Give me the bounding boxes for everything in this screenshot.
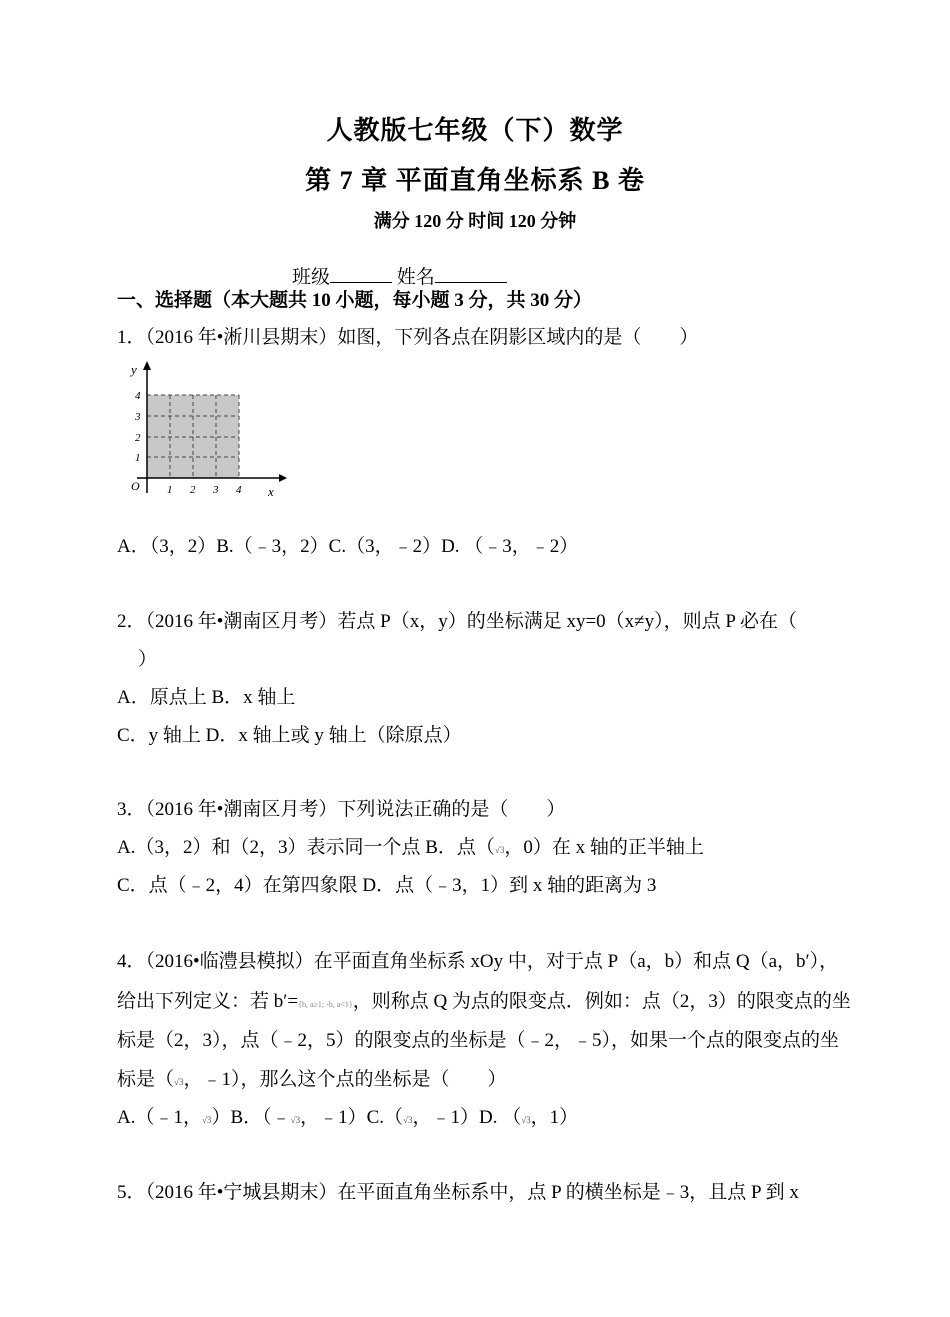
name-blank [435,262,507,283]
q4-line-1: 4．（2016•临澧县模拟）在平面直角坐标系 xOy 中，对于点 P（a，b）和点 Q（a，b′）， [117,951,839,972]
y-tick-3: 3 [135,411,141,423]
q3-options-1: A.（3，2）和（2，3）表示同一个点 B．点（√3，0）在 x 轴的正半轴上 [117,837,704,858]
q2-stem-cont: ） [138,649,158,670]
x-axis-label: x [268,484,274,499]
q2-stem: 2．（2016 年•潮南区月考）若点 P（x，y）的坐标满足 xy=0（x≠y），则点 P 必在（ [117,611,797,632]
q5-stem: 5．（2016 年•宁城县期末）在平面直角坐标系中，点 P 的横坐标是﹣3，且点 P 到 x [117,1182,799,1203]
q2-options-2: C．y 轴上 D．x 轴上或 y 轴上（除原点） [117,725,462,746]
x-tick-3: 3 [213,484,219,496]
q1-figure [117,358,287,503]
section-heading: 一、选择题（本大题共 10 小题，每小题 3 分，共 30 分） [117,290,593,311]
class-label: 班级 [292,267,331,288]
q4-line-4: 标是（√3，﹣1），那么这个点的坐标是（ ） [117,1069,507,1090]
exam-info: 满分 120 分 时间 120 分钟 [373,211,577,231]
y-tick-1: 1 [135,452,141,464]
chapter-title: 第 7 章 平面直角坐标系 B 卷 [305,166,645,195]
class-blank [330,262,392,283]
q4-line-2: 给出下列定义：若 b′={b, a≥1; -b, a<1}，则称点 Q 为点的限变点．例如：点（2，3）的限变点的坐 [117,991,851,1012]
x-tick-4: 4 [236,484,242,496]
class-name-line [292,262,507,290]
q4-options: A.（﹣1，√3）B．（﹣√3，﹣1）C.（√3，﹣1）D. （√3，1） [117,1107,579,1128]
q1-options: A．（3，2）B.（﹣3，2）C.（3，﹣2）D. （﹣3，﹣2） [117,536,579,557]
name-label: 姓名 [396,267,435,288]
q4-line-3: 标是（2，3），点（﹣2，5）的限变点的坐标是（﹣2，﹣5），如果一个点的限变点的坐 [117,1030,840,1051]
x-tick-1: 1 [167,484,173,496]
x-tick-2: 2 [190,484,196,496]
q3-options-2: C．点（﹣2，4）在第四象限 D．点（﹣3，1）到 x 轴的距离为 3 [117,875,657,896]
q1-stem: 1．（2016 年•淅川县期末）如图，下列各点在阴影区域内的是（ ） [117,327,699,348]
origin-label: O [131,479,140,493]
piecewise-formula: {b, a≥1; -b, a<1} [298,1000,353,1009]
y-axis-label: y [131,362,137,377]
q2-options-1: A．原点上 B．x 轴上 [117,687,296,708]
q3-stem: 3．（2016 年•潮南区月考）下列说法正确的是（ ） [117,799,566,820]
x-axis-arrow [279,474,287,482]
y-axis-arrow [143,361,151,370]
document-title: 人教版七年级（下）数学 [326,116,624,145]
y-tick-2: 2 [135,432,141,444]
sqrt3-symbol: √3 [494,845,505,855]
y-tick-4: 4 [135,390,141,402]
